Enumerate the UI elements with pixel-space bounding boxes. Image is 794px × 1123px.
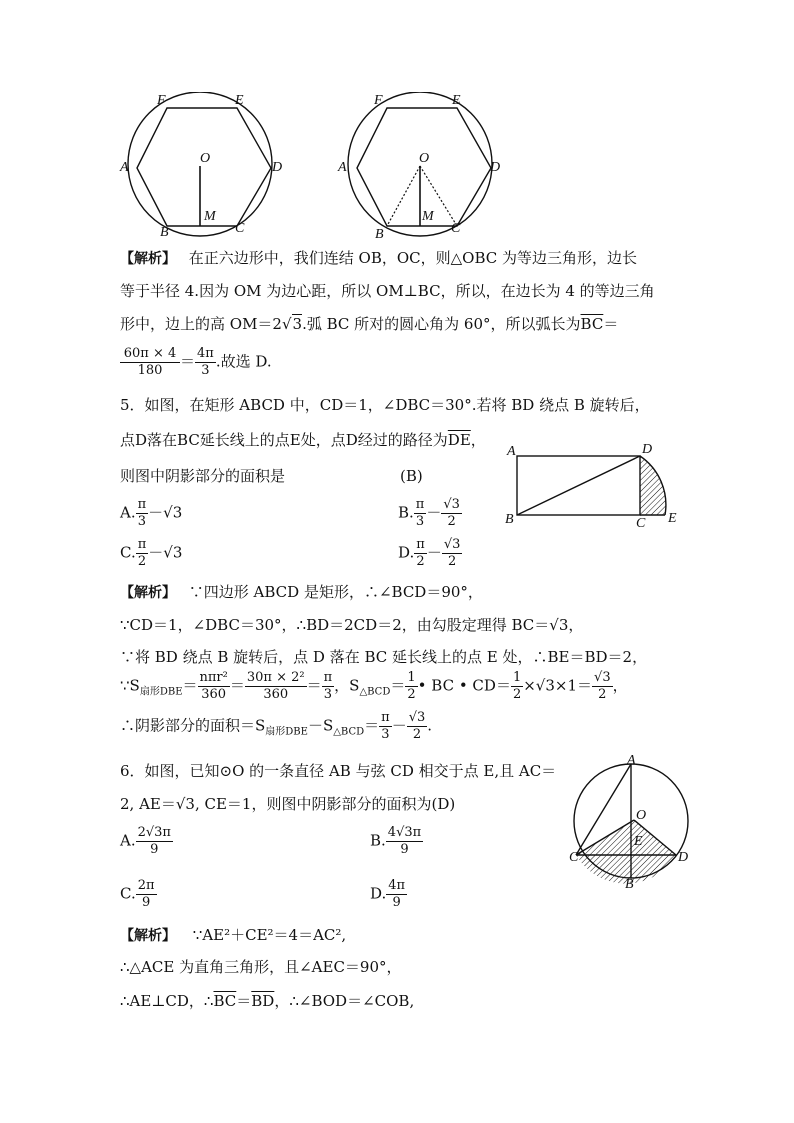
label-A: A [627, 753, 636, 768]
q4-solution-line-2: 等于半径 4.因为 OM 为边心距，所以 OM⊥BC，所以，在边长为 4 的等边三角 [120, 282, 655, 300]
q6-stem-line-2: 2, AE＝√3, CE＝1，则图中阴影部分的面积为(D) [120, 795, 456, 813]
label-A: A [507, 444, 516, 459]
q4-solution-line-4: $\frac{60\pi \times 4}{180}$ ＝ $\frac{4\pi}{3}$ .故选 D. [120, 346, 272, 379]
q5-stem-line-2: 点D落在BC延长线上的点E处，点D经过的路径为$\overline{DE}$， [120, 431, 486, 449]
q6-solution-line-3: ∴AE⊥CD，$\therefore\overline{BC}=\overline{BD}$，∴∠BOD＝∠COB, [120, 992, 415, 1010]
label-A: A [338, 160, 347, 175]
label-D: D [272, 160, 283, 175]
q5-solution-line-3: ∵将 BD 绕点 B 旋转后，点 D 落在 BC 延长线上的点 E 处，∴BE＝BD＝2， [120, 648, 648, 666]
q4-solution-line-3: 形中，边上的高 OM＝2√3.弧 BC 所对的圆心角为 60°，所以弧长为$\overline{BC}=$ [120, 315, 619, 333]
q4-solution-line-1: 【解析】 在正六边形中，我们连结 OB，OC，则△OBC 为等边三角形，边长 [120, 249, 638, 267]
label-D: D [678, 850, 689, 865]
solution-tag: 【解析】 [120, 251, 176, 267]
q5-option-a: A. $\frac{\pi}{3}$ －√3 [120, 497, 183, 529]
q5-option-b: B. $\frac{\pi}{3}$ － $\frac{√3}{2}$ [398, 497, 460, 529]
label-E: E [634, 834, 643, 849]
circle-figure [568, 752, 698, 892]
q5-solution-line-5: ∴阴影部分的面积$=S_{扇形DBE}-S_{\triangle BCD}=$ $\frac{\pi}{3}$ － $\frac{√3}{2}$ . [120, 710, 433, 742]
q5-solution-line-1: 【解析】 ∵四边形 ABCD 是矩形，∴∠BCD＝90°， [120, 583, 483, 601]
q5-option-c: C. $\frac{\pi}{2}$ －√3 [120, 537, 183, 569]
label-C: C [235, 221, 245, 236]
label-A: A [120, 160, 129, 175]
q5-stem-line-1: 5．如图，在矩形 ABCD 中，CD＝1，∠DBC＝30°.若将 BD 绕点 B 旋转后， [120, 396, 650, 414]
solution-tag: 【解析】 [120, 585, 176, 601]
label-M: M [422, 209, 434, 224]
label-E: E [235, 93, 244, 108]
label-C: C [451, 221, 461, 236]
label-O: O [200, 151, 211, 166]
q5-stem-line-3: 则图中阴影部分的面积是 [120, 467, 286, 485]
q6-option-c: C. $\frac{2\pi}{9}$ [120, 878, 155, 910]
q6-option-a: A. $\frac{2√3\pi}{9}$ [120, 825, 171, 857]
label-E: E [668, 511, 677, 526]
q5-solution-line-2: ∵CD＝1，∠DBC＝30°，∴BD＝2CD＝2，由勾股定理得 BC＝√3， [120, 616, 584, 634]
label-M: M [204, 209, 216, 224]
rectangle-figure [505, 440, 680, 535]
q6-option-d: D. $\frac{4\pi}{9}$ [370, 878, 406, 910]
label-B: B [505, 512, 514, 527]
label-C: C [636, 516, 646, 531]
q6-option-b: B. $\frac{4√3\pi}{9}$ [370, 825, 422, 857]
label-F: F [374, 93, 383, 108]
label-O: O [636, 808, 647, 823]
label-F: F [157, 93, 166, 108]
label-D: D [642, 442, 653, 457]
label-C: C [569, 850, 579, 865]
solution-tag: 【解析】 [120, 928, 176, 944]
label-E: E [452, 93, 461, 108]
q6-stem-line-1: 6．如图，已知⊙O 的一条直径 AB 与弦 CD 相交于点 E,且 AC＝ [120, 762, 557, 780]
label-B: B [625, 877, 634, 892]
label-O: O [419, 151, 430, 166]
q6-solution-line-1: 【解析】 ∵AE²＋CE²＝4＝AC², [120, 926, 347, 944]
q5-option-d: D. $\frac{\pi}{2}$ － $\frac{√3}{2}$ [398, 537, 461, 569]
label-B: B [160, 225, 169, 240]
label-D: D [490, 160, 501, 175]
q5-solution-line-4: $\because S_{扇形DBE}=$ $\frac{\text{nπr²}}{360}$ ＝ $\frac{\text{30π × 2²}}{360}$ ＝ $\frac{\pi}{3}$ ，$S_{\triangle BCD}=$ $\frac{1}{2}$ • BC • CD＝ $\frac{1}{2}$ ×√3×1＝ $\frac{√3}{2}$ ， [120, 670, 628, 702]
q6-solution-line-2: ∴△ACE 为直角三角形，且∠AEC＝90°， [120, 958, 402, 976]
label-B: B [375, 227, 384, 242]
q5-answer: (B) [400, 467, 423, 485]
